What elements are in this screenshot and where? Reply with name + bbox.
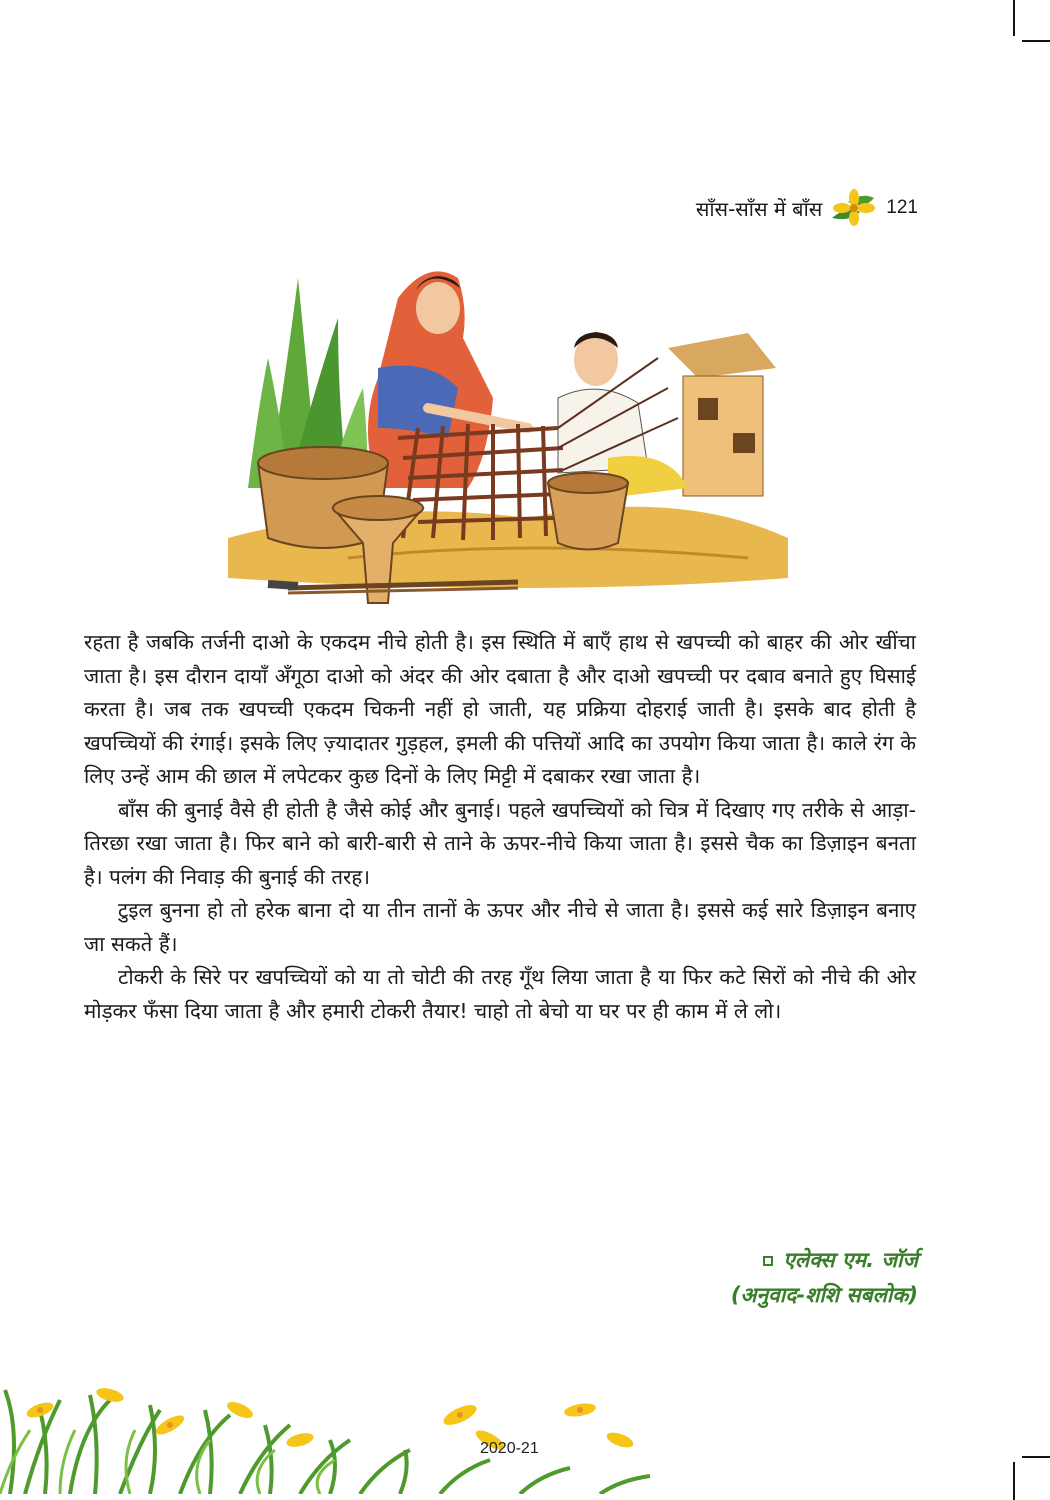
footer-year: 2020-21 (480, 1440, 539, 1457)
crop-mark-bottom-vertical (1013, 1462, 1015, 1500)
author-name: एलेक्स एम. जॉर्ज (783, 1248, 918, 1272)
chapter-title: साँस-साँस में बाँस (695, 196, 823, 221)
author-line (731, 1243, 918, 1278)
article-body (84, 626, 916, 1028)
hut (668, 333, 776, 496)
paragraph: टोकरी के सिरे पर खपच्चियों को या तो चोटी की तरह गूँथ लिया जाता है या फिर कटे सिरों को नीचे की ओर मोड़कर फँसा दिया जाता है और हमारी टोकरी तैयार! चाहो तो बेचो या घर पर ही काम में ले लो। (84, 965, 916, 1023)
basket-weaving-illustration (228, 238, 798, 610)
credits (731, 1243, 918, 1313)
square-bullet-icon (763, 1256, 773, 1266)
page-header (696, 188, 918, 228)
yellow-flower-icon (828, 188, 880, 228)
bamboo-strips (268, 582, 518, 593)
crop-mark-top-horizontal (1022, 40, 1050, 42)
crop-mark-top-vertical (1013, 0, 1015, 36)
crop-mark-bottom-horizontal (1022, 1456, 1050, 1458)
paragraph: टुइल बुनना हो तो हरेक बाना दो या तीन तानों के ऊपर और नीचे से जाता है। इससे कई सारे डिज़ाइन बनाए जा सकते हैं। (84, 898, 916, 956)
translator-line: (अनुवाद-शशि सबलोक) (730, 1283, 918, 1307)
paragraph: रहता है जबकि तर्जनी दाओ के एकदम नीचे होती है। इस स्थिति में बाएँ हाथ से खपच्ची को बाहर की ओर खींचा जाता है। इस दौरान दायाँ अँगूठा दाओ को अंदर की ओर दबाता है और दाओ खपच्ची पर दबाव बनाते हुए घिसाई करता है। जब तक खपच्ची एकदम चिकनी नहीं हो जाती, यह प्रक्रिया दोहराई जाती है। इसके बाद होती है खपच्चियों की रंगाई। इसके लिए ज़्यादातर गुड़हल, इमली की पत्तियों आदि का उपयोग किया जाता है। काले रंग के लिए उन्हें आम की छाल में लपेटकर कुछ दिनों के लिए मिट्टी में दबाकर रखा जाता है। (84, 630, 916, 788)
grass-flowers-decoration (0, 1370, 720, 1494)
paragraph: बाँस की बुनाई वैसे ही होती है जैसे कोई और बुनाई। पहले खपच्चियों को चित्र में दिखाए गए तरीके से आड़ा-तिरछा रखा जाता है। फिर बाने को बारी-बारी से ताने के ऊपर-नीचे किया जाता है। इससे चैक का डिज़ाइन बनता है। पलंग की निवाड़ की बुनाई की तरह। (84, 797, 916, 889)
page-number: 121 (886, 197, 918, 218)
